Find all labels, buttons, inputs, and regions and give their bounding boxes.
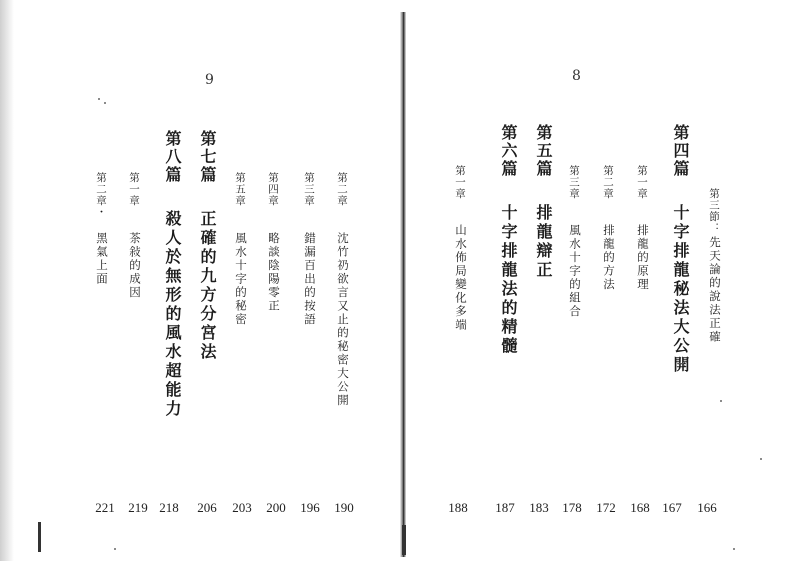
- toc-page-number: 178: [562, 500, 582, 515]
- toc-section-label: 第三節：: [708, 188, 720, 234]
- toc-page-number: 206: [197, 500, 217, 515]
- toc-chapter-title: 黑氣上面: [95, 232, 109, 286]
- scan-speck: [720, 400, 722, 402]
- toc-chapter-title: 山水佈局變化多端: [454, 224, 468, 332]
- toc-chapter-label: 第一章: [128, 172, 140, 207]
- toc-chapter-title: 排龍的方法: [602, 224, 616, 292]
- toc-part-label: 第四篇: [671, 124, 690, 178]
- toc-part-label: 第八篇: [163, 130, 182, 184]
- toc-page-number: 187: [495, 500, 515, 515]
- toc-part-title: 殺人於無形的風水超能力: [163, 210, 182, 419]
- scan-speck: [733, 548, 735, 550]
- toc-chapter-title: 排龍的原理: [636, 224, 650, 292]
- toc-chapter-title: 錯漏百出的按語: [303, 232, 317, 327]
- toc-page-number: 183: [529, 500, 549, 515]
- scan-speck: [114, 548, 116, 550]
- gutter-edge-mark: [402, 525, 406, 555]
- toc-chapter-title: 風水十字的秘密: [234, 232, 248, 327]
- toc-page-number: 219: [128, 500, 148, 515]
- toc-page-number: 168: [630, 500, 650, 515]
- toc-part-title: 十字排龍秘法大公開: [671, 204, 690, 375]
- toc-part-title: 排龍辯正: [534, 204, 553, 280]
- toc-chapter-label: 第五章: [234, 172, 246, 207]
- toc-chapter-label: 第一章: [454, 165, 466, 200]
- toc-chapter-label: 第三章: [303, 172, 315, 207]
- toc-chapter-label: 第二章: [602, 165, 614, 200]
- toc-page-number: 190: [334, 500, 354, 515]
- toc-page-number: 200: [266, 500, 286, 515]
- page-edge-mark: [38, 522, 41, 552]
- toc-page-number: 196: [300, 500, 320, 515]
- toc-part-label: 第五篇: [534, 124, 553, 178]
- left-page-number: 9: [205, 72, 214, 88]
- toc-chapter-label: 第三章: [568, 165, 580, 200]
- scan-speck: [760, 458, 762, 460]
- toc-chapter-label: 第一章: [636, 165, 648, 200]
- scan-speck: [98, 98, 100, 100]
- toc-chapter-title: 風水十字的組合: [568, 224, 582, 319]
- toc-part-label: 第七篇: [198, 130, 217, 184]
- toc-part-title: 十字排龍法的精髓: [499, 204, 518, 356]
- toc-part-title: 正確的九方分宮法: [198, 210, 217, 362]
- toc-page-number: 221: [95, 500, 115, 515]
- toc-page-number: 218: [159, 500, 179, 515]
- scan-speck: [104, 102, 106, 104]
- toc-part-label: 第六篇: [499, 124, 518, 178]
- toc-page-number: 203: [232, 500, 252, 515]
- toc-chapter-title: 沈竹礽欲言又止的秘密大公開: [336, 232, 350, 408]
- toc-chapter-title: 茶敍的成因: [128, 232, 142, 300]
- toc-page-number: 172: [596, 500, 616, 515]
- page-fold-shadow: [0, 0, 14, 561]
- right-page-number: 8: [572, 68, 581, 84]
- book-gutter: [400, 12, 406, 557]
- toc-page-number: 188: [448, 500, 468, 515]
- toc-chapter-label: 第四章: [267, 172, 279, 207]
- toc-chapter-title: 略談陰陽零正: [267, 232, 281, 313]
- toc-page-number: 167: [662, 500, 682, 515]
- toc-chapter-label: 第二章・: [95, 172, 107, 218]
- toc-section-title: 先天論的說法正確: [708, 236, 722, 344]
- toc-page-number: 166: [697, 500, 717, 515]
- toc-chapter-label: 第二章: [336, 172, 348, 207]
